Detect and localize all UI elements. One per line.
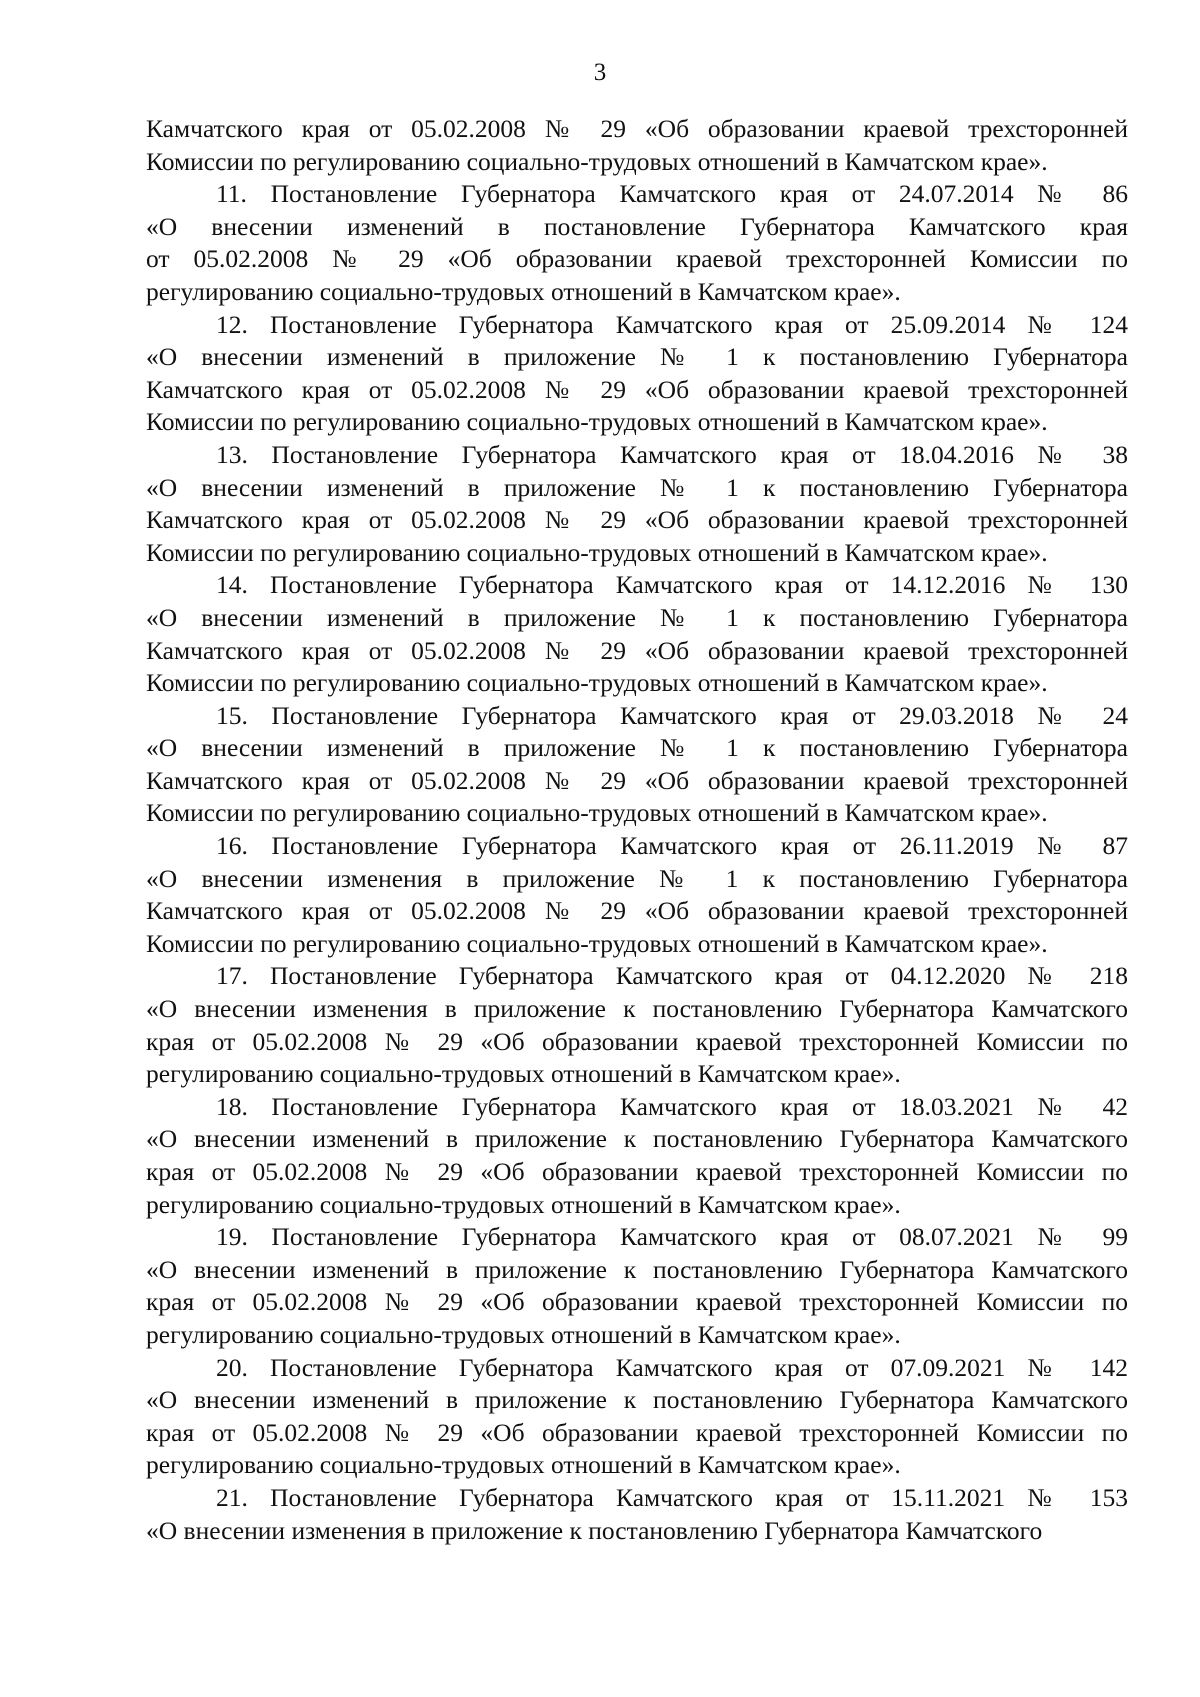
list-item: [146, 1091, 1128, 1221]
text-line: 18. Постановление Губернатора Камчатского края от 18.03.2021 № 42: [216, 1091, 1128, 1121]
text-line: «О внесении изменений в приложение № 1 к постановлению Губернатора: [146, 602, 1128, 632]
text-line: Камчатского края от 05.02.2008 № 29 «Об образовании краевой трехсторонней: [146, 374, 1128, 404]
list-item: [146, 1221, 1128, 1351]
continuation-paragraph: [146, 113, 1128, 178]
text-line: Комиссии по регулированию социально-трудовых отношений в Камчатском крае».: [146, 537, 1048, 567]
list-item: [146, 309, 1128, 439]
text-line: «О внесении изменения в приложение к постановлению Губернатора Камчатского: [146, 994, 1128, 1024]
text-line: края от 05.02.2008 № 29 «Об образовании краевой трехсторонней Комиссии по: [146, 1026, 1128, 1056]
text-line: регулированию социально-трудовых отношений в Камчатском крае».: [146, 1189, 901, 1219]
text-line: 21. Постановление Губернатора Камчатского края от 15.11.2021 № 153: [216, 1482, 1128, 1512]
list-item: [146, 700, 1128, 830]
text-line: Камчатского края от 05.02.2008 № 29 «Об образовании краевой трехсторонней: [146, 505, 1128, 535]
list-item: [146, 1352, 1128, 1482]
list-item: [146, 830, 1128, 960]
text-line: Комиссии по регулированию социально-трудовых отношений в Камчатском крае».: [146, 928, 1048, 958]
text-line: регулированию социально-трудовых отношений в Камчатском крае».: [146, 1059, 901, 1089]
text-line: «О внесении изменений в приложение к постановлению Губернатора Камчатского: [146, 1385, 1128, 1415]
text-line: Камчатского края от 05.02.2008 № 29 «Об образовании краевой трехсторонней: [146, 635, 1128, 665]
text-line: 16. Постановление Губернатора Камчатского края от 26.11.2019 № 87: [216, 831, 1128, 861]
text-line: «О внесении изменений в приложение № 1 к постановлению Губернатора: [146, 342, 1128, 372]
text-line: Комиссии по регулированию социально-трудовых отношений в Камчатском крае».: [146, 407, 1048, 437]
text-line: 15. Постановление Губернатора Камчатского края от 29.03.2018 № 24: [216, 700, 1128, 730]
text-line: Камчатского края от 05.02.2008 № 29 «Об образовании краевой трехсторонней: [146, 765, 1128, 795]
list-items: [146, 178, 1128, 1547]
text-line: края от 05.02.2008 № 29 «Об образовании краевой трехсторонней Комиссии по: [146, 1157, 1128, 1186]
list-item: [146, 569, 1128, 699]
text-line: 20. Постановление Губернатора Камчатского края от 07.09.2021 № 142: [216, 1352, 1128, 1382]
text-line: 12. Постановление Губернатора Камчатского края от 25.09.2014 № 124: [216, 309, 1128, 339]
text-line: 13. Постановление Губернатора Камчатского края от 18.04.2016 № 38: [216, 439, 1128, 469]
text-line: «О внесении изменений в приложение № 1 к постановлению Губернатора: [146, 472, 1128, 502]
list-item: [146, 1482, 1128, 1547]
text-line: 14. Постановление Губернатора Камчатского края от 14.12.2016 № 130: [216, 570, 1128, 600]
text-line: Камчатского края от 05.02.2008 № 29 «Об образовании краевой трехсторонней: [146, 114, 1128, 143]
text-line: от 05.02.2008 № 29 «Об образовании краевой трехсторонней Комиссии по: [146, 244, 1128, 274]
text-line: Камчатского края от 05.02.2008 № 29 «Об образовании краевой трехсторонней: [146, 896, 1128, 926]
text-line: «О внесении изменений в постановление Губернатора Камчатского края: [146, 211, 1128, 241]
text-line: 19. Постановление Губернатора Камчатского края от 08.07.2021 № 99: [216, 1222, 1128, 1252]
text-line: «О внесении изменений в приложение к постановлению Губернатора Камчатского: [146, 1124, 1128, 1154]
text-line: регулированию социально-трудовых отношений в Камчатском крае».: [146, 1450, 901, 1480]
text-line: регулированию социально-трудовых отношений в Камчатском крае».: [146, 1319, 901, 1349]
list-item: [146, 960, 1128, 1090]
text-line: «О внесении изменения в приложение № 1 к постановлению Губернатора: [146, 863, 1128, 893]
text-line: края от 05.02.2008 № 29 «Об образовании краевой трехсторонней Комиссии по: [146, 1417, 1128, 1447]
text-line: «О внесении изменения в приложение к постановлению Губернатора Камчатского: [146, 1515, 1043, 1545]
text-line: Комиссии по регулированию социально-трудовых отношений в Камчатском крае».: [146, 668, 1048, 698]
list-item: [146, 178, 1128, 308]
text-line: регулированию социально-трудовых отношений в Камчатском крае».: [146, 276, 901, 306]
text-line: «О внесении изменений в приложение к постановлению Губернатора Камчатского: [146, 1254, 1128, 1284]
text-line: 11. Постановление Губернатора Камчатского края от 24.07.2014 № 86: [216, 179, 1128, 209]
list-item: [146, 439, 1128, 569]
text-line: Комиссии по регулированию социально-трудовых отношений в Камчатском крае».: [146, 146, 1048, 176]
text-line: «О внесении изменений в приложение № 1 к постановлению Губернатора: [146, 733, 1128, 763]
text-line: 17. Постановление Губернатора Камчатского края от 04.12.2020 № 218: [216, 961, 1128, 991]
text-line: Комиссии по регулированию социально-трудовых отношений в Камчатском крае».: [146, 798, 1048, 828]
text-line: края от 05.02.2008 № 29 «Об образовании краевой трехсторонней Комиссии по: [146, 1287, 1128, 1317]
document-body: [146, 113, 1128, 1547]
page-number: 3: [593, 59, 607, 86]
